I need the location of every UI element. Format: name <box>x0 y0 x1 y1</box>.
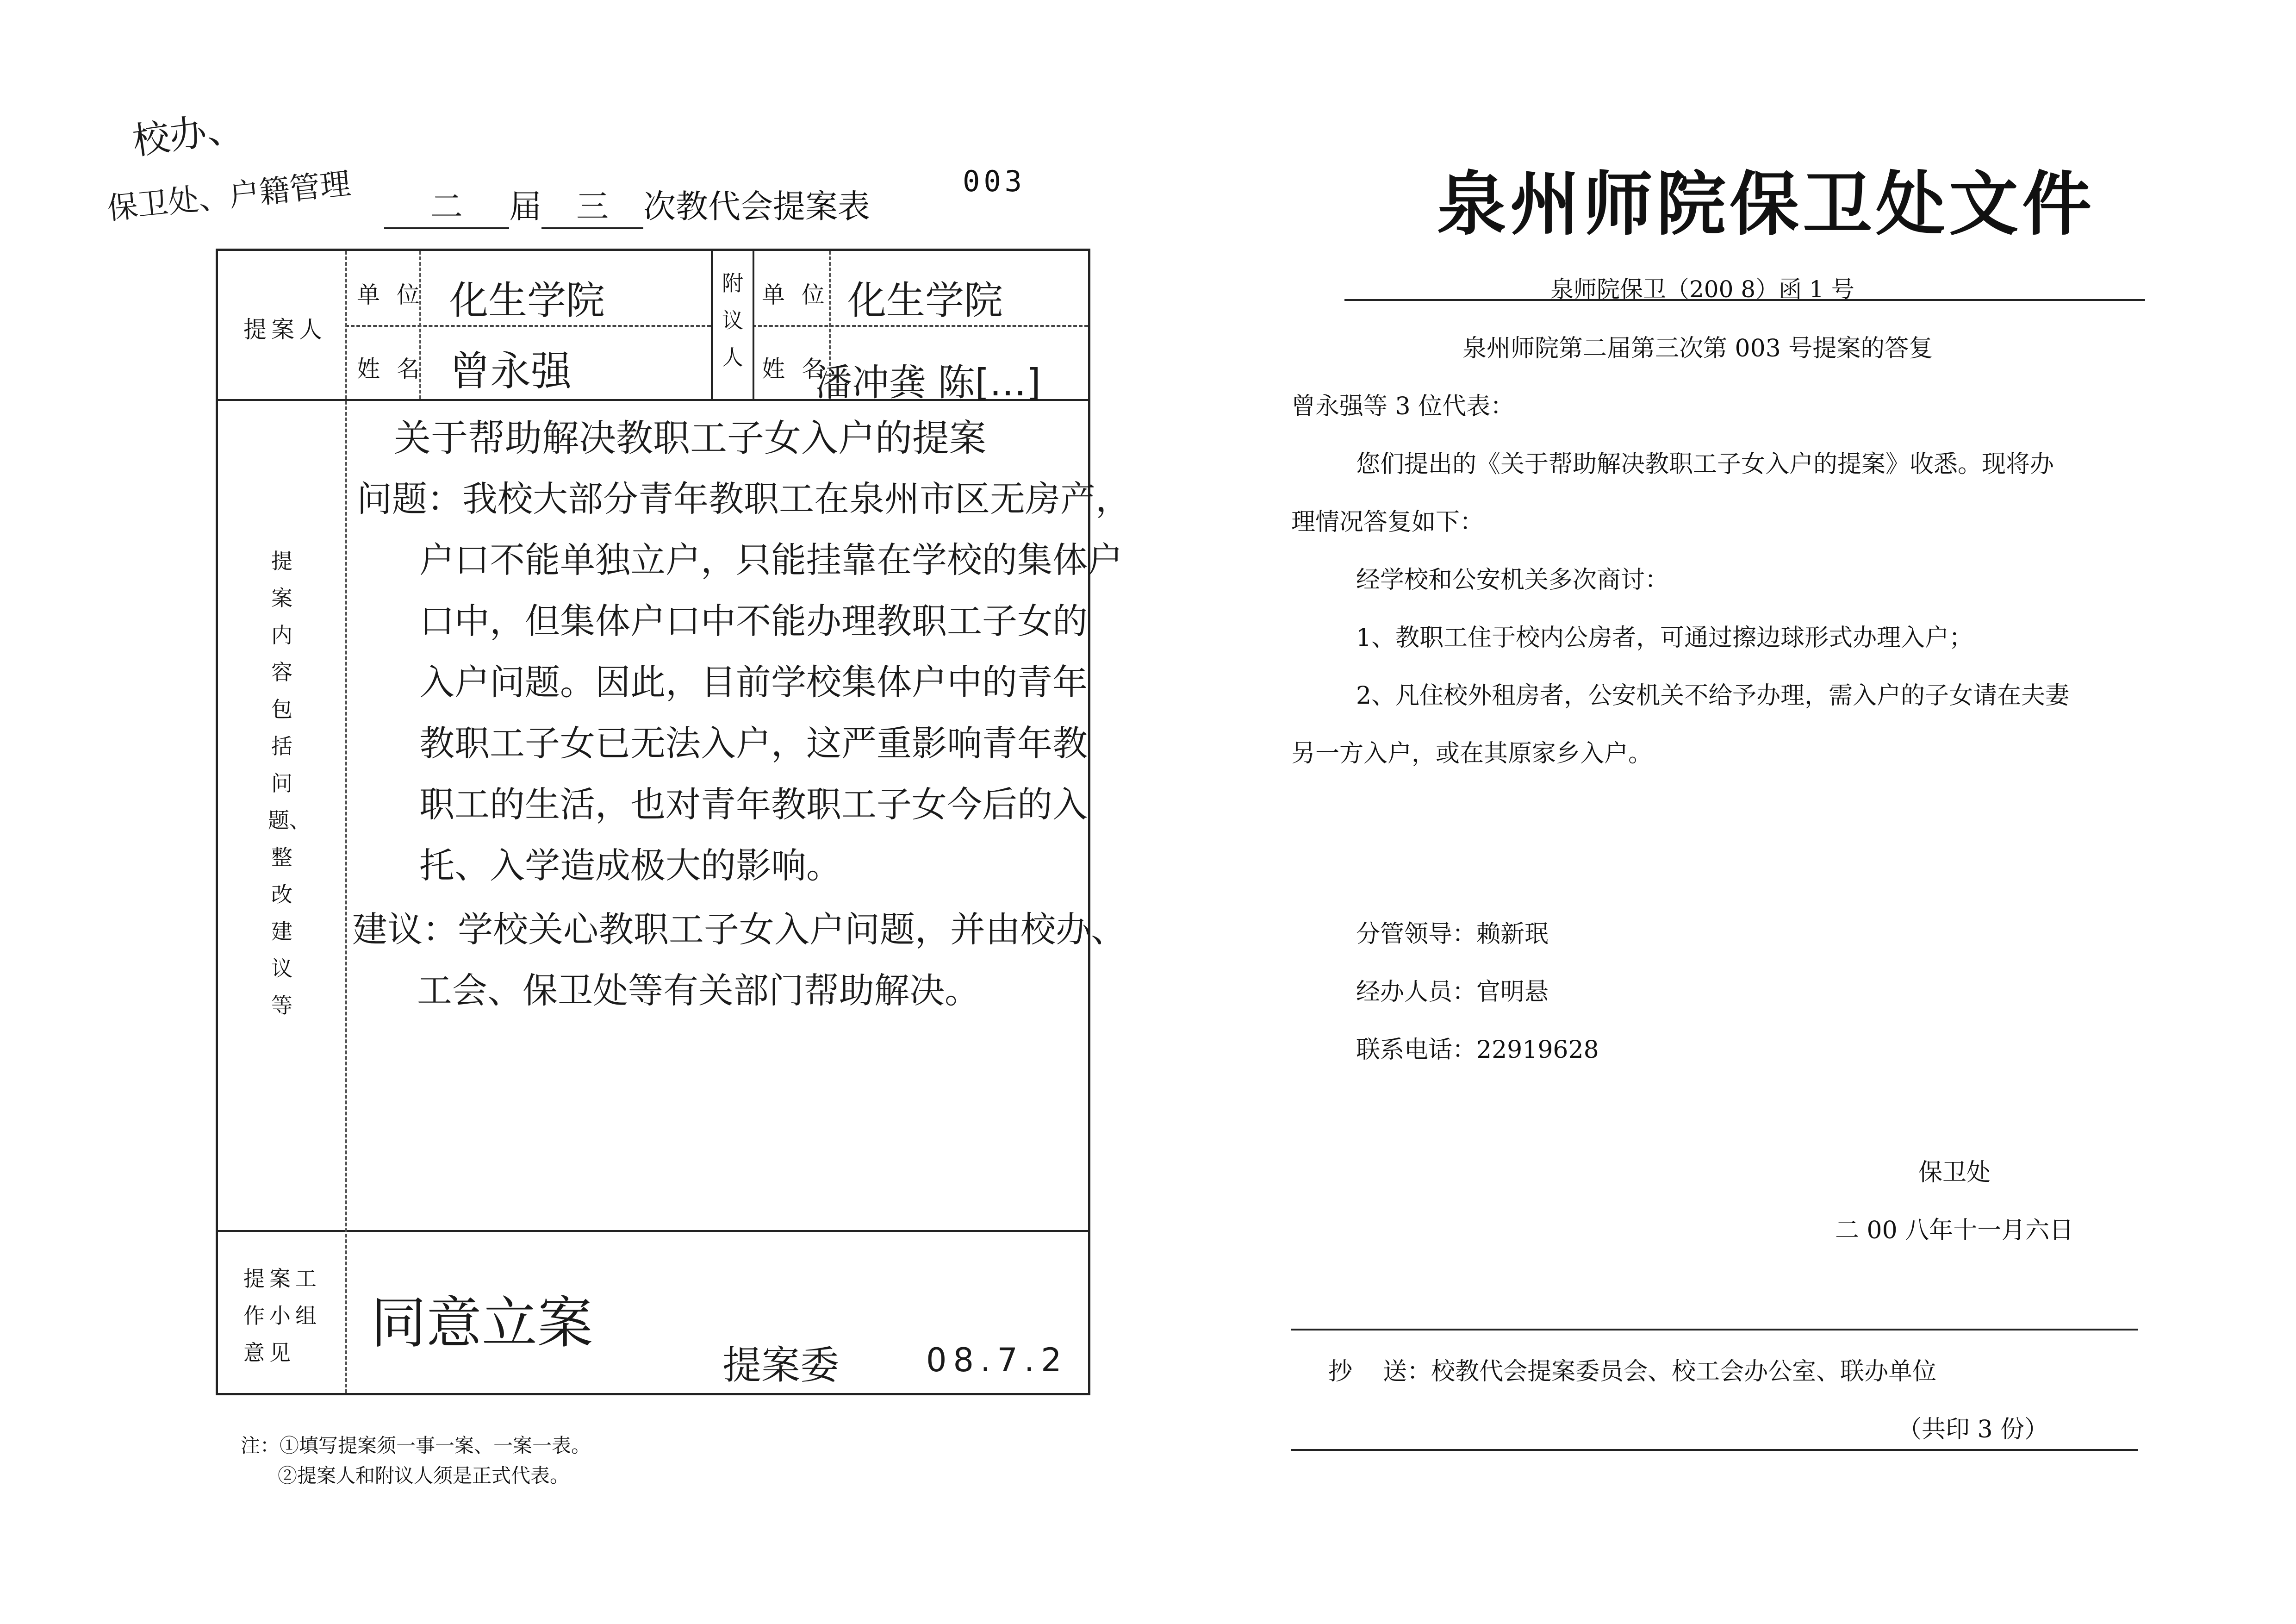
suggestion-line: 工会、保卫处等有关部门帮助解决。 <box>417 970 980 1011</box>
problem-line: 户口不能单独立户，只能挂靠在学校的集体户 <box>419 539 1123 581</box>
note-line-1: 注：①填写提案须一事一案、一案一表。 <box>241 1434 591 1457</box>
problem-line: 口中，但集体户口中不能办理教职工子女的 <box>419 600 1088 642</box>
cc-rule-top <box>1291 1329 2138 1330</box>
body-paragraph: 2、凡住校外租房者，公安机关不给予办理，需入户的子女请在夫妻 <box>1356 682 2070 710</box>
cosigner-names: 潘冲龚 陈[…] <box>815 361 1041 404</box>
issue-date: 二 00 八年十一月六日 <box>1835 1217 2074 1244</box>
signature-date: 08.7.2 <box>926 1341 1068 1379</box>
group-opinion: 同意立案 <box>371 1291 593 1355</box>
name-label: 姓 名 <box>357 356 424 382</box>
proposer-label: 提案人 <box>243 316 327 343</box>
cc-list: 抄 送：校教代会提案委员会、校工会办公室、联办单位 <box>1328 1358 1937 1386</box>
group-opinion-label: 提案工作小组意见 <box>243 1266 321 1365</box>
form-title <box>384 181 870 229</box>
copies: （共印 3 份） <box>1898 1416 2049 1443</box>
salutation: 曾永强等 3 位代表： <box>1291 393 1515 420</box>
phone: 联系电话：22919628 <box>1356 1036 1599 1064</box>
cosigner-unit: 化生学院 <box>847 278 1003 323</box>
cc-rule-bottom <box>1291 1449 2138 1451</box>
note-line-2: ②提案人和附议人须是正式代表。 <box>278 1464 570 1487</box>
body-paragraph: 1、教职工住于校内公房者，可通过擦边球形式办理入户； <box>1356 624 1973 652</box>
session-number: 二 <box>384 181 509 229</box>
body-paragraph: 理情况答复如下： <box>1291 508 1484 536</box>
title-rule <box>1344 299 2145 301</box>
proposer-name: 曾永强 <box>449 347 572 395</box>
problem-line: 入户问题。因此，目前学校集体户中的青年 <box>419 662 1088 703</box>
body-paragraph: 您们提出的《关于帮助解决教职工子女入户的提案》收悉。现将办 <box>1356 450 2054 478</box>
content-label: 提案内容包括问题、整改建议等 <box>268 549 311 1018</box>
suggestion-line: 建议：学校关心教职工子女入户问题，并由校办、 <box>352 909 1126 950</box>
margin-note-line2: 保卫处、户籍管理 <box>106 165 353 227</box>
document-title: 泉州师院保卫处文件 <box>1437 163 2096 245</box>
proposer-unit: 化生学院 <box>449 278 605 323</box>
issuing-department: 保卫处 <box>1918 1159 1991 1187</box>
leader: 分管领导：赖新珉 <box>1356 920 1549 948</box>
body-paragraph: 经学校和公安机关多次商讨： <box>1356 566 1669 594</box>
margin-note-line1: 校办、 <box>130 105 246 163</box>
cosigner-unit-label: 单 位 <box>762 281 829 308</box>
problem-text <box>357 468 1131 896</box>
cosigner-label: 附议人 <box>722 271 743 370</box>
problem-line: 问题：我校大部分青年教职工在泉州市区无房产， <box>357 478 1131 519</box>
proposal-form-table <box>216 249 1131 1395</box>
problem-line: 托、入学造成极大的影响。 <box>419 845 841 886</box>
body-paragraph: 另一方入户，或在其原家乡入户。 <box>1291 740 1653 768</box>
form-title-ji: 届 <box>509 187 541 225</box>
document-number: 泉师院保卫（200 8）函 1 号 <box>1550 276 1854 303</box>
handler: 经办人员：官明悬 <box>1356 978 1549 1006</box>
problem-line: 职工的生活，也对青年教职工子女今后的入 <box>419 784 1088 825</box>
cosigner-name-label: 姓 名 <box>762 356 829 382</box>
times-number: 三 <box>541 181 643 229</box>
problem-line: 教职工子女已无法入户，这严重影响青年教 <box>419 723 1088 764</box>
unit-label: 单 位 <box>357 281 424 308</box>
serial-number: 003 <box>963 164 1026 198</box>
proposal-title: 关于帮助解决教职工子女入户的提案 <box>394 417 986 460</box>
signature: 提案委 <box>722 1343 840 1388</box>
reply-subject: 泉州师院第二届第三次第 003 号提案的答复 <box>1462 335 1933 362</box>
suggestion-text <box>352 899 1126 1021</box>
form-title-suffix: 次教代会提案表 <box>643 187 870 225</box>
